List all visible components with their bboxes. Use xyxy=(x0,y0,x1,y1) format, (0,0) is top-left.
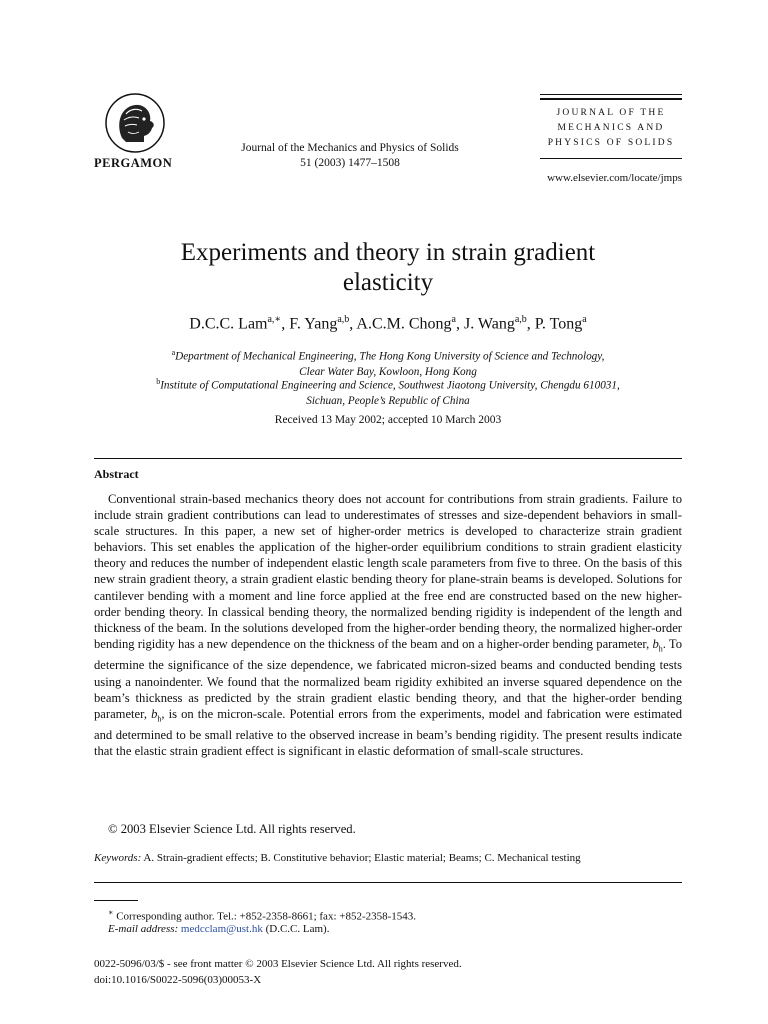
front-matter xyxy=(94,956,462,988)
author-name: A.C.M. Chong xyxy=(356,315,452,333)
email-footnote xyxy=(94,923,329,935)
journal-box-line: PHYSICS OF SOLIDS xyxy=(547,138,675,148)
journal-box-line: JOURNAL OF THE xyxy=(556,108,666,118)
abstract-body xyxy=(94,491,682,760)
math-symbol: b xyxy=(652,636,659,651)
affiliation-text: Sichuan, People’s Republic of China xyxy=(306,394,470,407)
journal-box xyxy=(540,106,682,151)
email-link[interactable]: medcclam@ust.hk xyxy=(180,923,263,935)
abstract-text: Conventional strain-based mechanics theory does not account for contributions from strain gradients. Failure to include strain gradient contributions can lead to underestimates of stresses and size-dependent behaviors in small-scale structures. In this paper, a new set of higher-order metrics is developed to characterize strain gradient behaviors. This set enables the application of the higher-order equilibrium conditions to strain gradient elasticity theory and reduces the number of independent elastic length scale parameters from five to three. On the basis of this new strain gradient theory, a strain gradient elastic bending theory for plane-strain beams is developed. Solutions for cantilever bending with a moment and line force applied at the free end are constructed based on the new higher-order bending theory. In classical bending theory, the normalized bending rigidity is independent of the length and thickness of the beam. In the solutions developed from the higher-order bending theory, the normalized higher-order bending rigidity has a new dependence on the thickness of the beam and on a higher-order bending parameter, xyxy=(94,492,682,651)
email-label: E-mail address: xyxy=(108,923,179,935)
corresponding-author-footnote xyxy=(94,908,416,923)
abstract-bottom-rule xyxy=(94,882,682,883)
author-affiliation-mark: a xyxy=(451,314,456,325)
received-dates: Received 13 May 2002; accepted 10 March 2003 xyxy=(274,414,502,426)
journal-box-top-rule xyxy=(540,94,682,95)
abstract-text: , is on the micron-scale. Potential errors from the experiments, model and fabrication were estimated and determined to be small relative to the observed increase in beam’s bending rigidity. The present results indicate that the elastic strain gradient effect is significant in elastic deformation of small-scale structures. xyxy=(94,706,682,759)
affiliation-mark: a xyxy=(171,348,176,357)
abstract-heading: Abstract xyxy=(94,467,139,481)
math-subscript: h xyxy=(658,644,663,654)
footnote-rule xyxy=(94,900,138,901)
author-affiliation-mark: a xyxy=(582,314,587,325)
publisher-name: PERGAMON xyxy=(94,156,173,170)
author-separator: , xyxy=(281,315,290,333)
abstract-copyright: © 2003 Elsevier Science Ltd. All rights reserved. xyxy=(108,822,356,836)
affiliation-text: Department of Mechanical Engineering, The Hong Kong University of Science and Technology, xyxy=(175,350,605,363)
affiliation-mark: b xyxy=(156,377,161,386)
author-name: F. Yang xyxy=(289,315,338,333)
keywords-text: A. Strain-gradient effects; B. Constitutive behavior; Elastic material; Beams; C. Mechanical testing xyxy=(143,852,581,864)
journal-name: Journal of the Mechanics and Physics of Solids xyxy=(241,142,459,154)
author-affiliation-mark: a,b xyxy=(337,314,350,325)
footnote-text: Corresponding author. Tel.: +852-2358-8661; fax: +852-2358-1543. xyxy=(116,910,417,923)
author-separator: , xyxy=(455,315,464,333)
keywords xyxy=(94,852,694,864)
doi-line: doi:10.1016/S0022-5096(03)00053-X xyxy=(94,974,262,986)
title-line: elasticity xyxy=(342,269,434,296)
title-line: Experiments and theory in strain gradient xyxy=(180,239,596,266)
affiliation-b xyxy=(60,374,716,409)
author-affiliation-mark: a,∗ xyxy=(267,314,282,325)
affiliation-text: Clear Water Bay, Kowloon, Hong Kong xyxy=(299,365,477,378)
footnote-mark: ∗ xyxy=(108,908,114,917)
email-owner: (D.C.C. Lam). xyxy=(265,923,330,935)
journal-box-line: MECHANICS AND xyxy=(557,123,665,133)
journal-box-bottom-rule xyxy=(540,158,682,159)
author-separator: , xyxy=(349,315,357,333)
author-separator: , xyxy=(526,315,535,333)
author-name: P. Tong xyxy=(534,315,583,333)
math-symbol: b xyxy=(151,706,158,721)
journal-url[interactable]: www.elsevier.com/locate/jmps xyxy=(547,172,682,184)
paper-title xyxy=(60,238,716,298)
journal-citation xyxy=(205,141,495,171)
affiliation-text: Institute of Computational Engineering and Science, Southwest Jiaotong University, Chengdu 610031, xyxy=(160,379,620,392)
abstract-top-rule xyxy=(94,458,682,459)
journal-volume-pages: 51 (2003) 1477–1508 xyxy=(300,157,400,169)
abstract-text: . To determine the significance of the size dependence, we fabricated micron-sized beams and conducted bending tests using a nanoindenter. We found that the normalized beam rigidity exhibited an inverse squared dependence on the beam’s thickness as predicted by the strain gradient elastic bending theory, and that the higher-order bending parameter, xyxy=(94,636,682,721)
keywords-label: Keywords: xyxy=(94,852,142,864)
math-subscript: h xyxy=(157,714,162,724)
author-name: J. Wang xyxy=(463,315,515,333)
author-affiliation-mark: a,b xyxy=(514,314,527,325)
author-list xyxy=(60,314,716,333)
author-name: D.C.C. Lam xyxy=(189,315,268,333)
publisher-logo xyxy=(104,92,166,154)
issn-line: 0022-5096/03/$ - see front matter © 2003 Elsevier Science Ltd. All rights reserved. xyxy=(94,958,462,970)
journal-box-top-rule-thick xyxy=(540,98,682,100)
